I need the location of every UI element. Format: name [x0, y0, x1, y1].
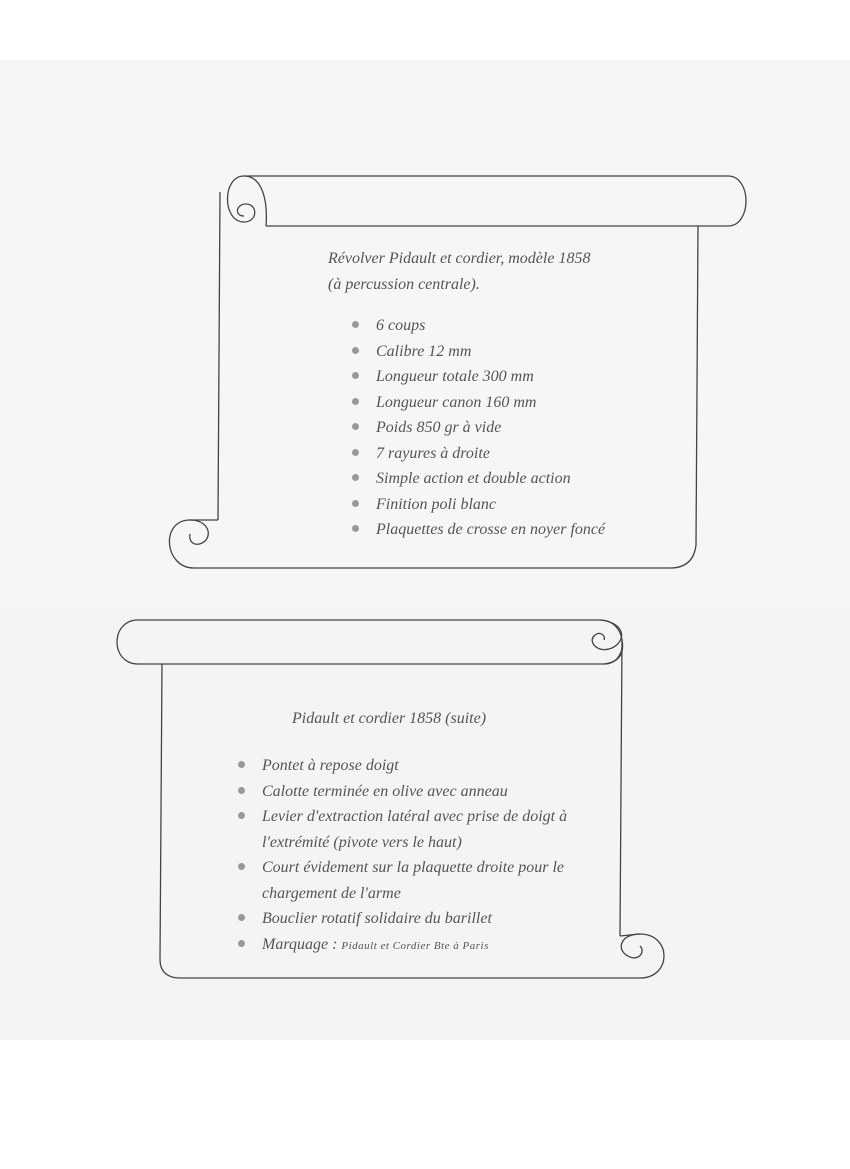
item-text: Calibre 12 mm: [376, 342, 472, 360]
item-text: Finition poli blanc: [376, 495, 496, 513]
scroll-1-title-line-1: Révolver Pidault et cordier, modèle 1858: [328, 250, 591, 267]
scroll-2-list: [238, 753, 608, 959]
item-text-continued: chargement de l'arme: [262, 884, 401, 902]
bullet-icon: [352, 449, 359, 456]
item-text: Longueur totale 300 mm: [376, 368, 534, 385]
list-item: [352, 415, 682, 441]
list-item: [352, 441, 682, 467]
item-text: Simple action et double action: [376, 470, 571, 487]
list-item: [238, 932, 608, 960]
bullet-icon: [238, 787, 245, 794]
list-item: [238, 804, 608, 855]
bullet-icon: [238, 812, 245, 819]
item-text: Poids 850 gr à vide: [376, 419, 502, 436]
list-item: [352, 466, 682, 492]
bullet-icon: [238, 914, 245, 921]
item-text: Court évidement sur la plaquette droite pour le: [262, 859, 565, 876]
bullet-icon: [238, 761, 245, 768]
list-item: [352, 313, 682, 339]
bullet-icon: [352, 372, 359, 379]
item-text: Plaquettes de crosse en noyer foncé: [376, 521, 606, 538]
item-text: Levier d'extraction latéral avec prise de doigt à: [262, 808, 568, 825]
item-text: 6 coups: [376, 317, 426, 334]
item-text: Calotte terminée en olive avec anneau: [262, 782, 508, 800]
bullet-icon: [238, 940, 245, 947]
item-text: Bouclier rotatif solidaire du barillet: [262, 910, 492, 927]
bullet-icon: [352, 347, 359, 354]
scroll-1-content: [328, 246, 668, 297]
list-item: [238, 753, 608, 779]
list-item: [238, 779, 608, 805]
bullet-icon: [352, 525, 359, 532]
bullet-icon: [352, 398, 359, 405]
list-item: [238, 855, 608, 906]
list-item: [352, 492, 682, 518]
list-item: [352, 364, 682, 390]
scroll-1-title-line-2: (à percussion centrale).: [328, 275, 480, 293]
bullet-icon: [352, 321, 359, 328]
item-text: Longueur canon 160 mm: [376, 393, 537, 411]
item-text-continued: l'extrémité (pivote vers le haut): [262, 833, 462, 851]
scroll-2-title: Pidault et cordier 1858 (suite): [292, 710, 487, 727]
list-item: [352, 390, 682, 416]
list-item: [352, 339, 682, 365]
item-text: 7 rayures à droite: [376, 444, 490, 462]
item-text: Marquage :: [262, 935, 342, 953]
list-item: [238, 906, 608, 932]
scroll-1-list: [352, 313, 682, 543]
maker-signature: Pidault et Cordier Bte à Paris: [341, 939, 489, 952]
list-item: [352, 517, 682, 543]
bullet-icon: [352, 474, 359, 481]
item-text: Pontet à repose doigt: [262, 757, 399, 774]
bullet-icon: [352, 423, 359, 430]
bullet-icon: [238, 863, 245, 870]
bullet-icon: [352, 500, 359, 507]
